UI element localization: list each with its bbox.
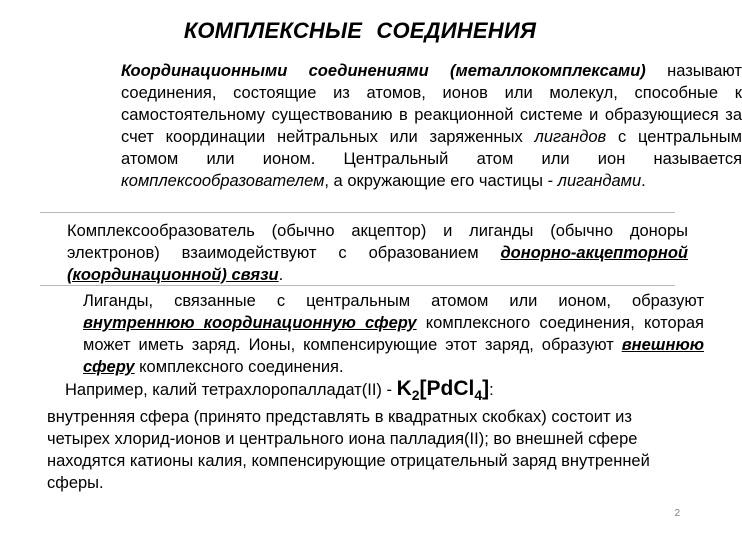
paragraph-bonding [47, 220, 688, 286]
formula-subscript: 2 [411, 387, 420, 404]
paragraph-definition [47, 60, 742, 192]
text-span: , а окружающие его частицы - [324, 172, 558, 190]
divider [40, 285, 675, 286]
text-span: : [489, 381, 494, 399]
text-span: . [641, 172, 646, 190]
text-span: Комплексообразователь (обычно акцептор) и лиганды (обычно доноры электронов) взаимодействуют с образованием [67, 222, 688, 262]
term-outer-sphere: внешнюю сферу [83, 336, 704, 376]
page-number: 2 [674, 508, 680, 519]
formula-part: ] [482, 377, 490, 400]
formula-subscript: 4 [474, 387, 483, 404]
example-explanation: внутренняя сфера (принято представлять в квадратных скобках) состоит из четырех хлорид-ионов и центрального иона палладия(II); во внешней сфере находятся катионы калия, компенсирующие отрицательный заряд внутренней сферы. [47, 408, 650, 493]
text-span: комплексного соединения, которая может иметь заряд. Ионы, компенсирующие этот заряд, образуют [83, 314, 704, 354]
term-inner-sphere: внутреннюю координационную сферу [83, 314, 417, 332]
term-ligands: лигандами [557, 172, 642, 190]
text-span: Лиганды, связанные с центральным атомом или ионом, образуют [83, 292, 704, 310]
chemical-formula [396, 377, 490, 404]
text-span: Например, калий тетрахлоропалладат(II) - [65, 381, 397, 399]
term-coordination-compounds: Координационными соединениями (металлокомплексами) [121, 62, 646, 80]
term-complexing-agent: комплексообразователем [121, 172, 325, 190]
slide-title: КОМПЛЕКСНЫЕ СОЕДИНЕНИЯ [183, 18, 537, 43]
term-donor-acceptor-bond: донорно-акцепторной (координационной) связи [67, 244, 688, 284]
text-span: называют соединения, состоящие из атомов, ионов или молекул, способные к самостоятельному существованию в реакционной системе и образующиеся за счет координации нейтральных или заряженных [121, 62, 742, 146]
formula-part: [PdCl [419, 377, 475, 400]
paragraph-spheres [47, 290, 704, 378]
text-span: комплексного соединения. [134, 358, 344, 376]
text-span: с центральным атомом или ионом. Центральный атом или ион называется [121, 128, 742, 168]
divider [40, 212, 675, 213]
term-ligands-genitive: лигандов [534, 128, 607, 146]
example-line [47, 378, 668, 406]
paragraph-example [47, 378, 668, 494]
text-span: . [278, 266, 284, 284]
formula-part: K [396, 377, 412, 400]
